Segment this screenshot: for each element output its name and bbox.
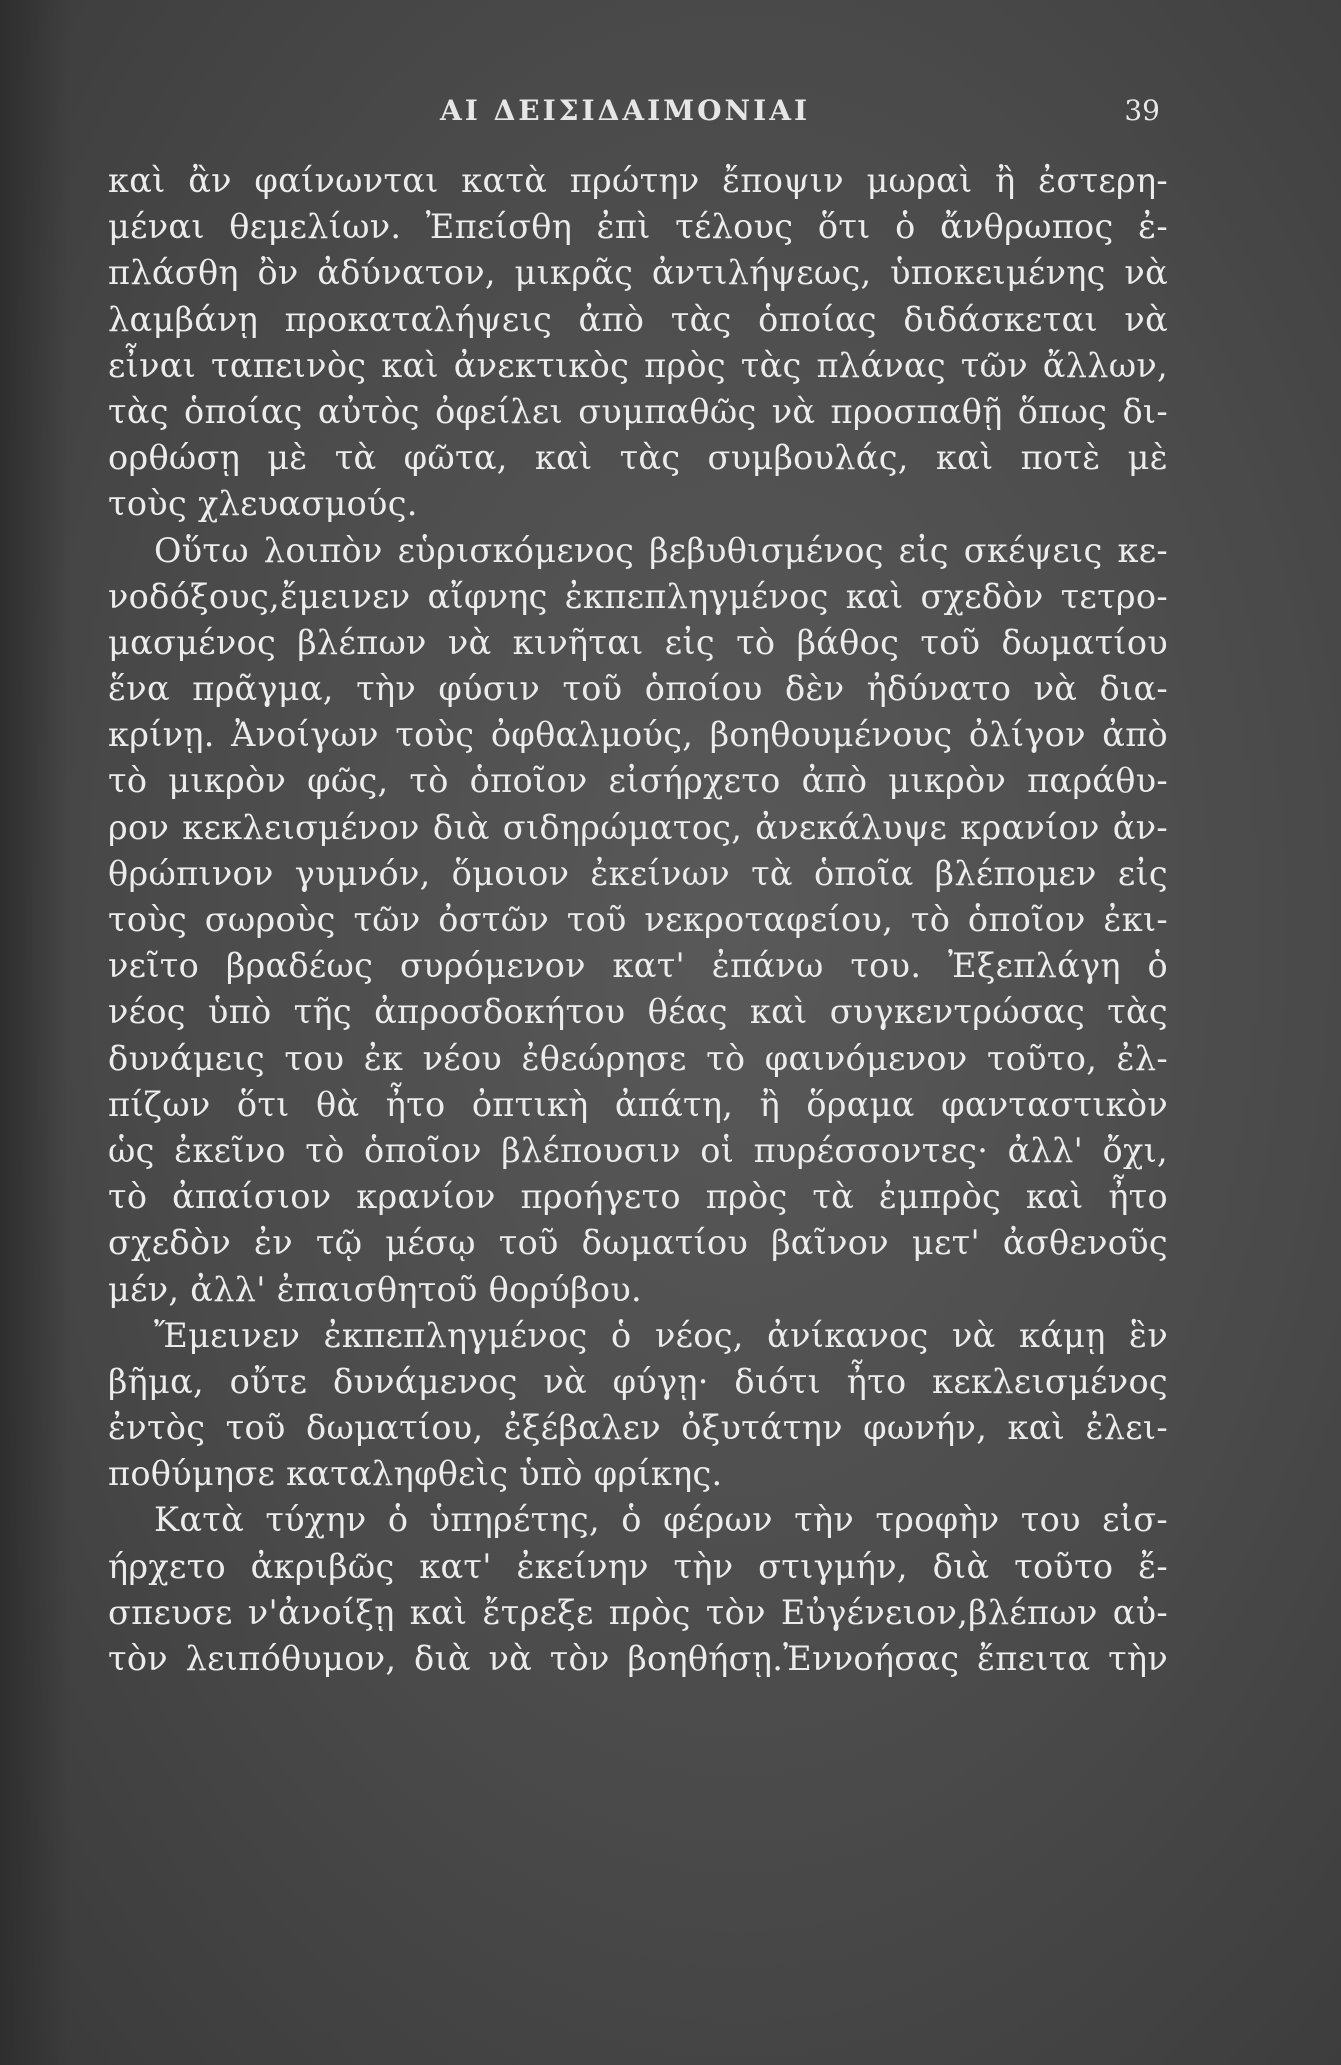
text-line: τὰς ὁποίας αὐτὸς ὀφείλει συμπαθῶς νὰ προσπαθῇ ὅπως δι- [108,391,1168,431]
text-line: βῆμα, οὔτε δυνάμενος νὰ φύγῃ· διότι ἦτο κεκλεισμένος [108,1361,1168,1401]
text-line: κρίνῃ. Ἀνοίγων τοὺς ὀφθαλμούς, βοηθουμένους ὀλίγον ἀπὸ [108,715,1168,755]
text-line: πλάσθη ὂν ἀδύνατον, μικρᾶς ἀντιλήψεως, ὑποκειμένης νὰ [108,253,1168,293]
page-header [110,94,1160,134]
paragraph-start-line: Ἔμεινεν ἐκπεπληγμένος ὁ νέος, ἀνίκανος νὰ κάμῃ ἓν [154,1315,1168,1355]
text-line: τὸ ἀπαίσιον κρανίον προήγετο πρὸς τὰ ἐμπρὸς καὶ ἦτο [108,1177,1168,1217]
text-line: ρον κεκλεισμένον διὰ σιδηρώματος, ἀνεκάλυψε κρανίον ἀν- [108,807,1168,847]
text-line: ἐντὸς τοῦ δωματίου, ἐξέβαλεν ὀξυτάτην φωνήν, καὶ ἐλει- [108,1408,1168,1448]
paragraph-start-line: Οὕτω λοιπὸν εὑρισκόμενος βεβυθισμένος εἰς σκέψεις κε- [154,530,1168,570]
text-line: σχεδὸν ἐν τῷ μέσῳ τοῦ δωματίου βαῖνον μετ' ἀσθενοῦς [108,1223,1168,1263]
text-line: νοδόξους,ἔμεινεν αἴφνης ἐκπεπληγμένος καὶ σχεδὸν τετρο- [108,576,1168,616]
text-line: ορθώσῃ μὲ τὰ φῶτα, καὶ τὰς συμβουλάς, καὶ ποτὲ μὲ [108,438,1168,478]
text-line: τοὺς χλευασμούς. [108,484,418,524]
text-line: ὡς ἐκεῖνο τὸ ὁποῖον βλέπουσιν οἱ πυρέσσοντες· ἀλλ' ὄχι, [108,1130,1168,1170]
text-line: πίζων ὅτι θὰ ἦτο ὀπτικὴ ἀπάτη, ἢ ὅραμα φανταστικὸν [108,1084,1168,1124]
text-line: τοὺς σωροὺς τῶν ὀστῶν τοῦ νεκροταφείου, τὸ ὁποῖον ἐκι- [108,900,1168,939]
text-line: ήρχετο ἀκριβῶς κατ' ἐκείνην τὴν στιγμήν, διὰ τοῦτο ἔ- [108,1546,1168,1586]
text-line: ποθύμησε καταληφθεὶς ὑπὸ φρίκης. [108,1454,723,1494]
text-line: δυνάμεις του ἐκ νέου ἐθεώρησε τὸ φαινόμενον τοῦτο, ἐλ- [108,1038,1168,1078]
text-line: καὶ ἂν φαίνωνται κατὰ πρώτην ἔποψιν μωραὶ ἢ ἐστερη- [108,161,1168,200]
paragraph-start-line: Κατὰ τύχην ὁ ὑπηρέτης, ὁ φέρων τὴν τροφὴν του εἰσ- [154,1500,1168,1540]
text-line: εἶναι ταπεινὸς καὶ ἀνεκτικὸς πρὸς τὰς πλάνας τῶν ἄλλων, [108,345,1168,385]
text-line: νέος ὑπὸ τῆς ἀπροσδοκήτου θέας καὶ συγκεντρώσας τὰς [108,992,1168,1032]
page-number: 39 [1124,94,1160,127]
text-line: λαμβάνῃ προκαταλήψεις ἀπὸ τὰς ὁποίας διδάσκεται νὰ [108,299,1168,339]
text-line: νεῖτο βραδέως συρόμενον κατ' ἐπάνω του. Ἐξεπλάγη ὁ [108,946,1168,986]
running-title: ΑΙ ΔΕΙΣΙΔΑΙΜΟΝΙΑΙ [440,94,811,127]
text-line: τὸ μικρὸν φῶς, τὸ ὁποῖον εἰσήρχετο ἀπὸ μικρὸν παράθυ- [108,761,1168,801]
page-gutter-shadow [0,0,70,2065]
text-line: μασμένος βλέπων νὰ κινῆται εἰς τὸ βάθος τοῦ δωματίου [108,622,1168,662]
text-line: μέν, ἀλλ' ἐπαισθητοῦ θορύβου. [108,1269,642,1309]
text-line: τὸν λειπόθυμον, διὰ νὰ τὸν βοηθήσῃ.Ἐννοήσας ἔπειτα τὴν [108,1639,1168,1678]
text-line: μέναι θεμελίων. Ἐπείσθη ἐπὶ τέλους ὅτι ὁ ἄνθρωπος ἐ- [108,207,1168,247]
body-text [108,158,1168,1682]
text-line: θρώπινον γυμνόν, ὅμοιον ἐκείνων τὰ ὁποῖα βλέπομεν εἰς [108,853,1168,893]
text-line: σπευσε ν'ἀνοίξῃ καὶ ἔτρεξε πρὸς τὸν Εὐγένειον,βλέπων αὐ- [108,1592,1168,1632]
text-line: ἕνα πρᾶγμα, τὴν φύσιν τοῦ ὁποίου δὲν ἠδύνατο νὰ δια- [108,669,1168,709]
